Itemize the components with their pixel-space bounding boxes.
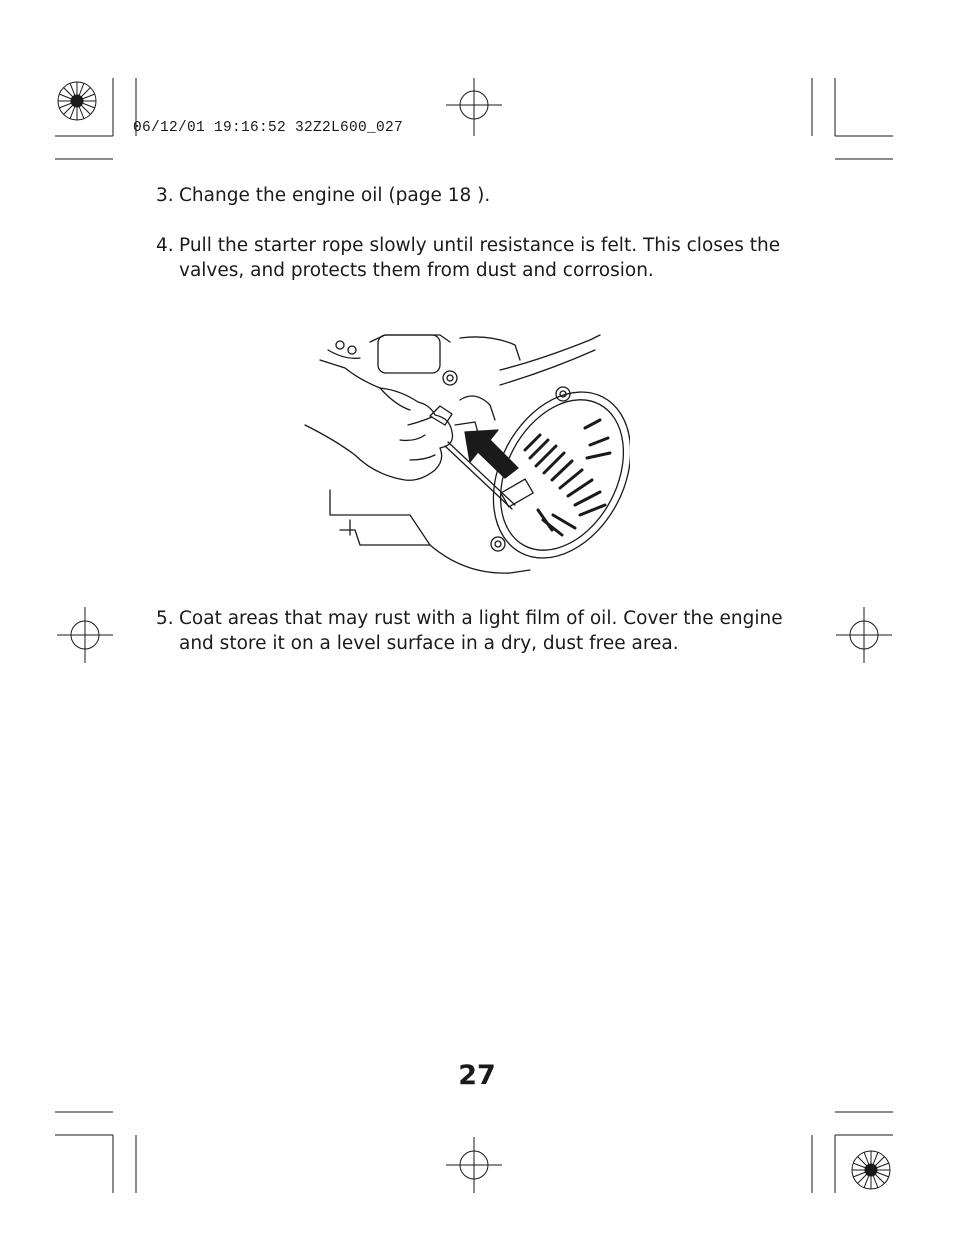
starter-recoil-illustration: [300, 330, 630, 580]
step-number: 3.: [156, 185, 174, 206]
print-slug: 06/12/01 19:16:52 32Z2L600_027: [133, 120, 404, 136]
hand: [305, 360, 453, 480]
page-number: 27: [458, 1060, 496, 1091]
sunburst-mark-top-left: [58, 82, 96, 120]
step-5: [156, 606, 816, 656]
step-text: Pull the starter rope slowly until resistance is felt. This closes the valves, and protects them from dust and corrosion.: [179, 235, 781, 281]
crosshair-mark-top: [446, 78, 502, 136]
step-number: 5.: [156, 608, 174, 629]
sunburst-mark-bottom-right: [852, 1151, 890, 1189]
pull-direction-arrow: [465, 430, 518, 478]
step-number: 4.: [156, 235, 174, 256]
step-text: Coat areas that may rust with a light film of oil. Cover the engine and store it on a level surface in a dry, dust free area.: [179, 608, 783, 654]
recoil-starter-cover: [466, 368, 630, 580]
crosshair-mark-bottom: [446, 1137, 502, 1193]
crosshair-mark-right: [836, 607, 892, 663]
step-text: Change the engine oil (page 18 ).: [179, 185, 491, 206]
step-3: [156, 183, 816, 208]
step-4: [156, 233, 816, 283]
air-cleaner: [378, 335, 440, 373]
crosshair-mark-left: [57, 607, 113, 663]
